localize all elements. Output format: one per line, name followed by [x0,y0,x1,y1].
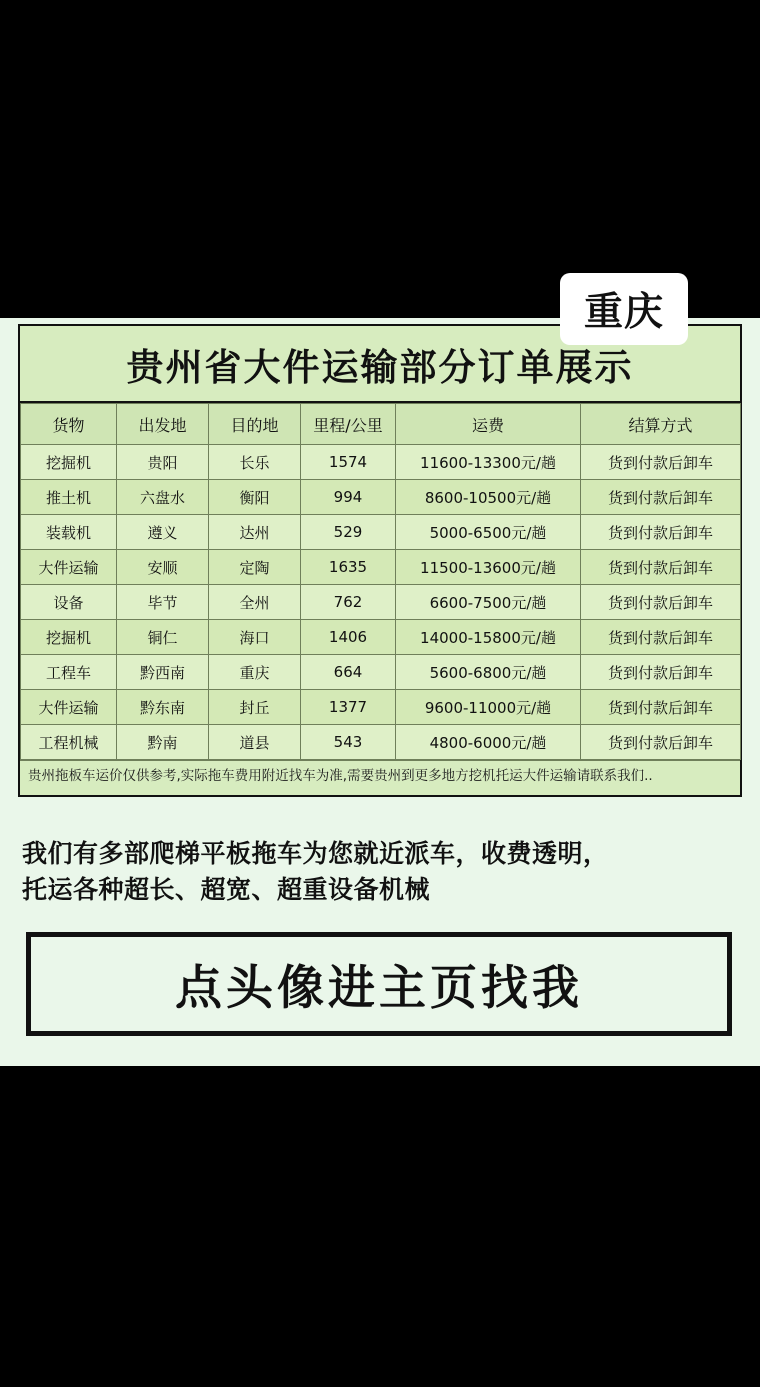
cell-destination: 全州 [209,585,301,620]
column-header-settlement: 结算方式 [581,404,741,445]
cell-distance: 1377 [301,690,396,725]
cell-freight: 5000-6500元/趟 [396,515,581,550]
promo-text [22,836,738,909]
promo-line-2: 托运各种超长、超宽、超重设备机械 [22,875,431,905]
city-badge-label: 重庆 [583,289,664,335]
cell-freight: 8600-10500元/趟 [396,480,581,515]
table-row [21,515,741,550]
poster-card [0,318,760,1066]
cell-destination: 重庆 [209,655,301,690]
cell-settlement: 货到付款后卸车 [581,620,741,655]
table-row [21,445,741,480]
disclaimer-note: 贵州拖板车运价仅供参考,实际拖车费用附近找车为准,需要贵州到更多地方挖机托运大件运输请联系我们.. [20,760,740,795]
table-row [21,690,741,725]
cell-settlement: 货到付款后卸车 [581,690,741,725]
cell-settlement: 货到付款后卸车 [581,725,741,760]
cell-settlement: 货到付款后卸车 [581,585,741,620]
orders-panel [18,324,742,797]
cell-destination: 道县 [209,725,301,760]
cell-settlement: 货到付款后卸车 [581,480,741,515]
cell-distance: 762 [301,585,396,620]
cell-settlement: 货到付款后卸车 [581,655,741,690]
cell-goods: 挖掘机 [21,445,117,480]
promo-line-1: 我们有多部爬梯平板拖车为您就近派车，收费透明， [22,839,609,868]
cell-destination: 封丘 [209,690,301,725]
page-title: 贵州省大件运输部分订单展示 [20,326,740,403]
cell-origin: 黔东南 [117,690,209,725]
cell-goods: 工程车 [21,655,117,690]
cell-freight: 14000-15800元/趟 [396,620,581,655]
column-header-distance: 里程/公里 [301,404,396,445]
cell-goods: 装载机 [21,515,117,550]
cell-goods: 挖掘机 [21,620,117,655]
cell-freight: 5600-6800元/趟 [396,655,581,690]
cell-settlement: 货到付款后卸车 [581,445,741,480]
cell-distance: 994 [301,480,396,515]
cell-freight: 11600-13300元/趟 [396,445,581,480]
cell-distance: 543 [301,725,396,760]
cell-goods: 设备 [21,585,117,620]
cell-origin: 黔南 [117,725,209,760]
cell-destination: 长乐 [209,445,301,480]
cell-distance: 664 [301,655,396,690]
cell-origin: 毕节 [117,585,209,620]
cell-goods: 大件运输 [21,690,117,725]
cell-distance: 1635 [301,550,396,585]
column-header-origin: 出发地 [117,404,209,445]
cell-destination: 定陶 [209,550,301,585]
cell-goods: 大件运输 [21,550,117,585]
table-row [21,725,741,760]
cell-destination: 海口 [209,620,301,655]
column-header-destination: 目的地 [209,404,301,445]
cell-freight: 9600-11000元/趟 [396,690,581,725]
cell-origin: 六盘水 [117,480,209,515]
column-header-freight: 运费 [396,404,581,445]
table-row [21,620,741,655]
cell-destination: 衡阳 [209,480,301,515]
cta-label: 点头像进主页找我 [175,960,583,1016]
cta-box[interactable] [26,932,732,1036]
cell-distance: 1574 [301,445,396,480]
cell-origin: 铜仁 [117,620,209,655]
cell-origin: 黔西南 [117,655,209,690]
column-header-goods: 货物 [21,404,117,445]
cell-distance: 529 [301,515,396,550]
orders-table [20,403,741,760]
cell-origin: 安顺 [117,550,209,585]
cell-settlement: 货到付款后卸车 [581,550,741,585]
table-row [21,550,741,585]
cell-freight: 11500-13600元/趟 [396,550,581,585]
cell-settlement: 货到付款后卸车 [581,515,741,550]
cell-goods: 工程机械 [21,725,117,760]
table-row [21,480,741,515]
cell-freight: 4800-6000元/趟 [396,725,581,760]
cell-distance: 1406 [301,620,396,655]
cell-origin: 遵义 [117,515,209,550]
cell-destination: 达州 [209,515,301,550]
table-header-row [21,404,741,445]
cell-freight: 6600-7500元/趟 [396,585,581,620]
table-row [21,585,741,620]
cell-origin: 贵阳 [117,445,209,480]
table-row [21,655,741,690]
city-badge [560,273,688,345]
cell-goods: 推土机 [21,480,117,515]
